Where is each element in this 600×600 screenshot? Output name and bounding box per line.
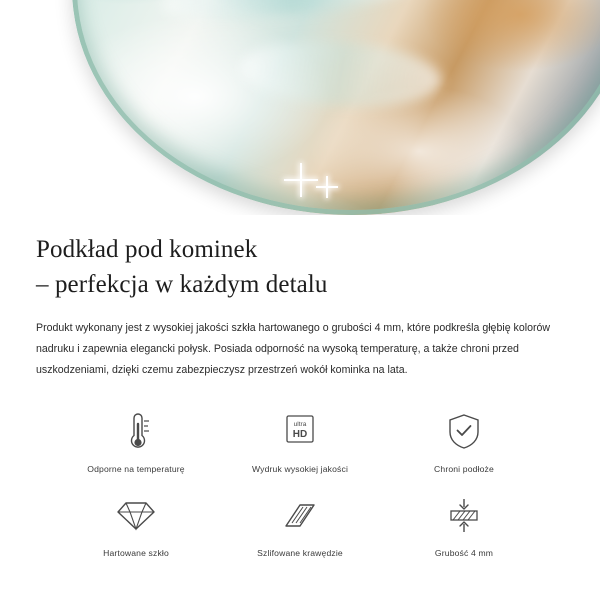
- feature-label: Wydruk wysokiej jakości: [251, 463, 349, 474]
- feature-item-temperature: [54, 404, 218, 478]
- thermometer-icon: [119, 410, 153, 454]
- content-block: [0, 215, 600, 562]
- feature-label: Odporne na temperaturę: [87, 463, 185, 474]
- svg-text:HD: HD: [292, 428, 308, 440]
- feature-item-surface-protection: [382, 404, 546, 478]
- feature-item-print-quality: [218, 404, 382, 478]
- headline-line-1: Podkład pod kominek: [36, 236, 258, 263]
- svg-text:ultra: ultra: [293, 420, 307, 428]
- glass-plate-image: [72, 0, 600, 215]
- feature-label: Chroni podłoże: [434, 463, 494, 474]
- feature-label: Grubość 4 mm: [434, 547, 494, 558]
- shield-check-icon: [446, 410, 482, 454]
- headline-line-2: – perfekcja w każdym detalu: [36, 270, 328, 298]
- description-paragraph: Produkt wykonany jest z wysokiej jakości szkła hartowanego o grubości 4 mm, które podkreśla głębię kolorów nadruku i zapewnia elegancki połysk. Posiada odporność na wysoką temperaturę, a także chroni przed uszkodzeniami, dzięki czemu zabezpieczysz przestrzeń wokół kominka na lata.: [36, 322, 551, 377]
- ultra-hd-icon: [280, 410, 320, 454]
- feature-label: Hartowane szkło: [103, 547, 169, 558]
- feature-grid: [36, 404, 564, 562]
- page-title: [36, 233, 564, 302]
- diamond-icon: [116, 494, 156, 538]
- feature-item-polished-edges: [218, 488, 382, 562]
- feature-item-thickness: [382, 488, 546, 562]
- feature-label: Szlifowane krawędzie: [257, 547, 343, 558]
- thickness-icon: [444, 494, 484, 538]
- hero-image: [0, 0, 600, 215]
- glass-edge: [72, 0, 600, 215]
- polished-edge-icon: [280, 494, 320, 538]
- feature-item-tempered-glass: [54, 488, 218, 562]
